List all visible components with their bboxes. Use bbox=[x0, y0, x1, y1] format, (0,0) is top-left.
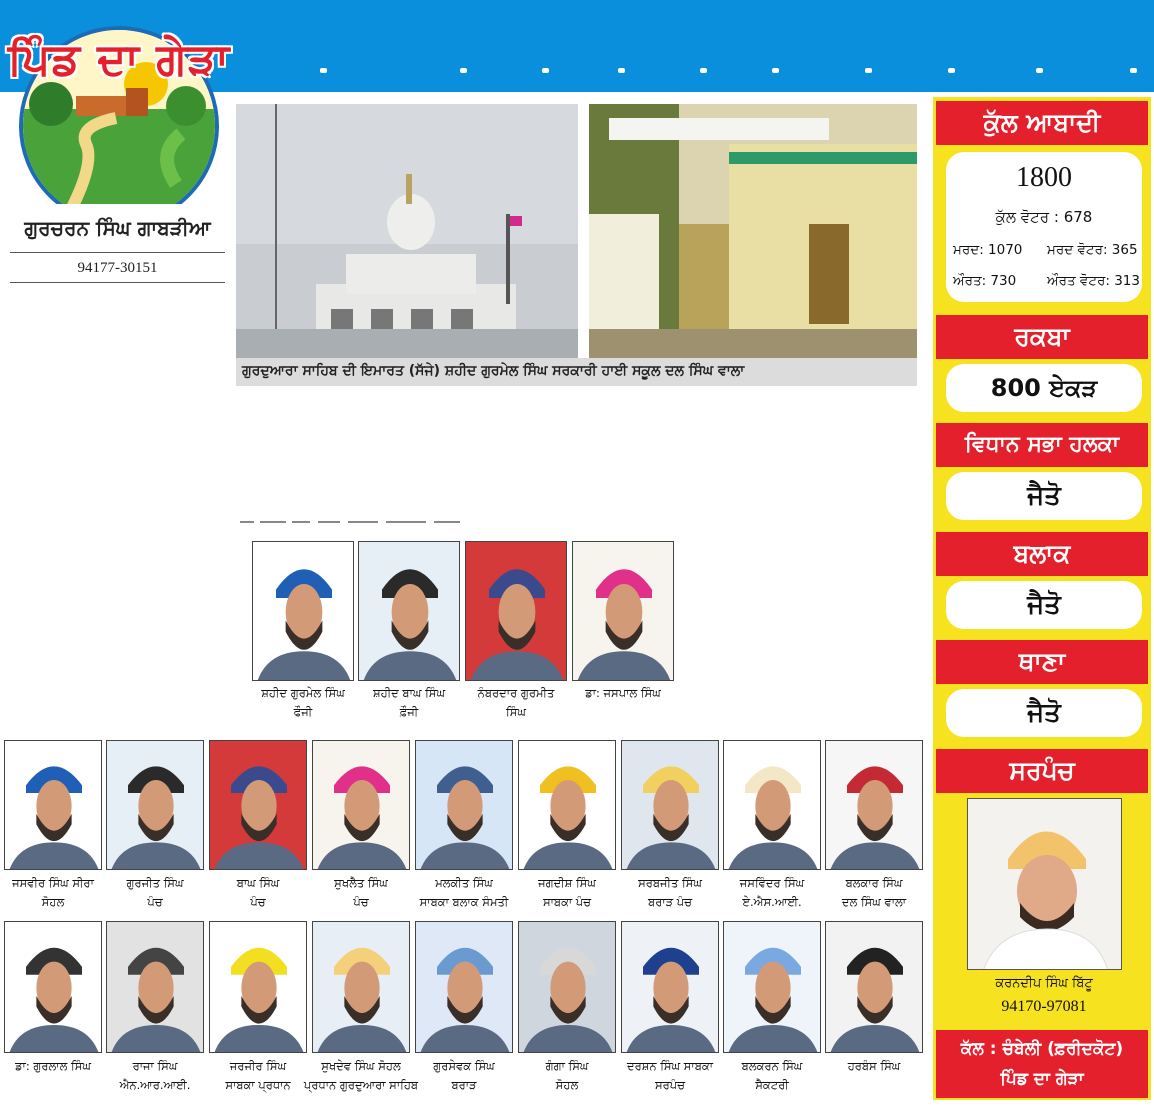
resident-photo bbox=[825, 921, 923, 1053]
resident-photo bbox=[106, 921, 204, 1053]
male-voters: ਮਰਦ ਵੋਟਰ: 365 bbox=[1047, 242, 1138, 258]
panch-name: ਜਗਦੀਸ਼ ਸਿੰਘ bbox=[538, 876, 596, 890]
resident-name: ਗੁਰਸੇਵਕ ਸਿੰਘ bbox=[433, 1059, 495, 1073]
resident-photo bbox=[518, 921, 616, 1053]
panch-name: ਜਸਵੀਰ ਸਿੰਘ ਸੀਰਾ bbox=[12, 876, 94, 890]
resident-name: ਸੁਖਦੇਵ ਸਿੰਘ ਸੋਹਲ bbox=[321, 1059, 401, 1073]
notable-title: ਸਿੰਘ bbox=[506, 705, 526, 719]
block-heading: ਬਲਾਕ bbox=[936, 532, 1148, 576]
resident-caption bbox=[813, 1057, 935, 1076]
panch-name: ਮਲਕੀਤ ਸਿੰਘ bbox=[435, 876, 493, 890]
notable-title: ਫ਼ੌਜੀ bbox=[399, 705, 419, 719]
gurdwara-photo bbox=[236, 104, 578, 358]
notable-photo bbox=[252, 541, 354, 681]
panch-photo bbox=[209, 740, 307, 870]
area-heading: ਰਕਬਾ bbox=[936, 315, 1148, 359]
author-name: ਗੁਰਚਰਨ ਸਿੰਘ ਗਾਬੜੀਆ bbox=[24, 216, 211, 240]
constituency-heading: ਵਿਧਾਨ ਸਭਾ ਹਲਕਾ bbox=[936, 423, 1148, 467]
panch-photo bbox=[4, 740, 102, 870]
resident-photo bbox=[4, 921, 102, 1053]
series-label: ਪਿੰਡ ਦਾ ਗੇੜਾ bbox=[1000, 1069, 1084, 1089]
resident-title: ਪ੍ਰਧਾਨ ਗੁਰਦੁਆਰਾ ਸਾਹਿਬ bbox=[303, 1078, 419, 1092]
panch-photo bbox=[518, 740, 616, 870]
block-value: ਜੈਤੋ bbox=[1027, 590, 1061, 620]
resident-title: ਸੋਹਲ bbox=[555, 1078, 579, 1092]
panch-name: ਜਸਵਿੰਦਰ ਸਿੰਘ bbox=[739, 876, 805, 890]
resident-name: ਡਾ: ਗੁਰਲਾਲ ਸਿੰਘ bbox=[15, 1059, 91, 1073]
notable-name: ਸ਼ਹੀਦ ਬਾਘ ਸਿੰਘ bbox=[372, 686, 446, 700]
panch-title: ਸਾਬਕਾ ਪੰਚ bbox=[542, 895, 592, 909]
panch-name: ਬਲਕਾਰ ਸਿੰਘ bbox=[845, 876, 903, 890]
panch-title: ਸਾਬਕਾ ਬਲਾਕ ਸੰਮਤੀ bbox=[419, 895, 509, 909]
resident-name: ਰਾਜਾ ਸਿੰਘ bbox=[132, 1059, 178, 1073]
panch-photo bbox=[106, 740, 204, 870]
panch-name: ਗੁਰਜੀਤ ਸਿੰਘ bbox=[126, 876, 184, 890]
female-count: ਔਰਤ: 730 bbox=[953, 273, 1017, 289]
resident-photo bbox=[312, 921, 410, 1053]
notable-photo bbox=[358, 541, 460, 681]
notable-photo bbox=[572, 541, 674, 681]
school-photo bbox=[589, 104, 917, 358]
panch-title: ਪੰਚ bbox=[147, 895, 163, 909]
resident-title: ਬਰਾੜ bbox=[451, 1078, 477, 1092]
photo-caption bbox=[236, 358, 917, 386]
panch-title: ਬਰਾੜ ਪੰਚ bbox=[648, 895, 692, 909]
resident-photo bbox=[415, 921, 513, 1053]
resident-photo bbox=[723, 921, 821, 1053]
panch-title: ਏ.ਐਸ.ਆਈ. bbox=[742, 895, 802, 909]
next-village-box bbox=[936, 1030, 1148, 1098]
panch-photo bbox=[621, 740, 719, 870]
resident-title: ਸੈਕਟਰੀ bbox=[755, 1078, 789, 1092]
panch-title: ਪੰਚ bbox=[250, 895, 266, 909]
notable-title: ਫੌਜੀ bbox=[293, 705, 313, 719]
pind-da-gera-logo bbox=[6, 14, 232, 204]
total-voters: ਕੁੱਲ ਵੋਟਰ : 678 bbox=[995, 208, 1093, 226]
divider bbox=[10, 282, 225, 283]
sarpanch-phone: 94170-97081 bbox=[1001, 998, 1087, 1015]
resident-name: ਬਲਕਰਨ ਸਿੰਘ bbox=[741, 1059, 803, 1073]
notable-photo bbox=[465, 541, 567, 681]
sarpanch-heading: ਸਰਪੰਚ bbox=[936, 749, 1148, 793]
population-heading: ਕੁੱਲ ਆਬਾਦੀ bbox=[936, 101, 1148, 145]
resident-title: ਐਨ.ਆਰ.ਆਈ. bbox=[119, 1078, 191, 1092]
panch-title: ਸੋਹਲ bbox=[41, 895, 65, 909]
resident-photo bbox=[621, 921, 719, 1053]
panch-name: ਸੁਖਲੈਤ ਸਿੰਘ bbox=[334, 876, 388, 890]
divider bbox=[10, 252, 225, 253]
faded-text bbox=[240, 517, 470, 529]
banner-dots bbox=[320, 68, 1150, 74]
sarpanch-name: ਕਰਨਦੀਪ ਸਿੰਘ ਬਿੱਟੂ bbox=[995, 976, 1093, 991]
police-heading: ਥਾਣਾ bbox=[936, 640, 1148, 684]
resident-name: ਜਰਜੀਰ ਸਿੰਘ bbox=[229, 1059, 287, 1073]
constituency-box bbox=[946, 472, 1142, 520]
block-box bbox=[946, 581, 1142, 629]
panch-title: ਪੰਚ bbox=[353, 895, 369, 909]
area-box bbox=[946, 364, 1142, 412]
next-village-label: ਕੱਲ : ਚੰਬੇਲੀ (ਫ਼ਰੀਦਕੋਟ) bbox=[960, 1039, 1124, 1059]
resident-name: ਹਰਬੰਸ ਸਿੰਘ bbox=[847, 1059, 901, 1073]
resident-name: ਦਰਸ਼ਨ ਸਿੰਘ ਸਾਬਕਾ bbox=[626, 1059, 714, 1073]
panch-title: ਦਲ ਸਿੰਘ ਵਾਲਾ bbox=[841, 895, 907, 909]
notable-name: ਨੰਬਰਦਾਰ ਗੁਰਮੀਤ bbox=[477, 686, 555, 700]
resident-title: ਸਰਪੰਚ bbox=[655, 1078, 685, 1092]
police-box bbox=[946, 689, 1142, 737]
resident-title: ਸਾਬਕਾ ਪ੍ਰਧਾਨ bbox=[225, 1078, 291, 1092]
police-value: ਜੈਤੋ bbox=[1027, 698, 1061, 728]
male-count: ਮਰਦ: 1070 bbox=[953, 242, 1023, 258]
area-value: 800 ਏਕੜ bbox=[990, 374, 1098, 402]
constituency-value: ਜੈਤੋ bbox=[1027, 481, 1061, 511]
caption-text: ਗੁਰਦੁਆਰਾ ਸਾਹਿਬ ਦੀ ਇਮਾਰਤ (ਸੱਜੇ) ਸ਼ਹੀਦ ਗੁਰਮੇਲ ਸਿੰਘ ਸਰਕਾਰੀ ਹਾਈ ਸਕੂਲ ਦਲ ਸਿੰਘ ਵਾਲਾ bbox=[242, 363, 745, 379]
notable-name: ਸ਼ਹੀਦ ਗੁਰਮੇਲ ਸਿੰਘ bbox=[261, 686, 345, 700]
panch-photo bbox=[723, 740, 821, 870]
author-phone: 94177-30151 bbox=[77, 260, 158, 276]
panch-name: ਸਰਬਜੀਤ ਸਿੰਘ bbox=[638, 876, 702, 890]
notable-name: ਡਾ: ਜਸਪਾਲ ਸਿੰਘ bbox=[585, 686, 661, 700]
population-value: 1800 bbox=[1016, 162, 1072, 193]
female-voters: ਔਰਤ ਵੋਟਰ: 313 bbox=[1047, 273, 1140, 289]
logo-title: ਪਿੰਡ ਦਾ ਗੇੜਾ bbox=[7, 34, 231, 85]
panch-name: ਬਾਘ ਸਿੰਘ bbox=[236, 876, 280, 890]
sarpanch-photo bbox=[967, 798, 1122, 970]
panch-caption bbox=[813, 874, 935, 912]
panch-photo bbox=[825, 740, 923, 870]
notable-caption bbox=[560, 684, 686, 703]
panch-photo bbox=[312, 740, 410, 870]
panch-photo bbox=[415, 740, 513, 870]
resident-photo bbox=[209, 921, 307, 1053]
resident-name: ਗੰਗਾ ਸਿੰਘ bbox=[545, 1059, 589, 1073]
